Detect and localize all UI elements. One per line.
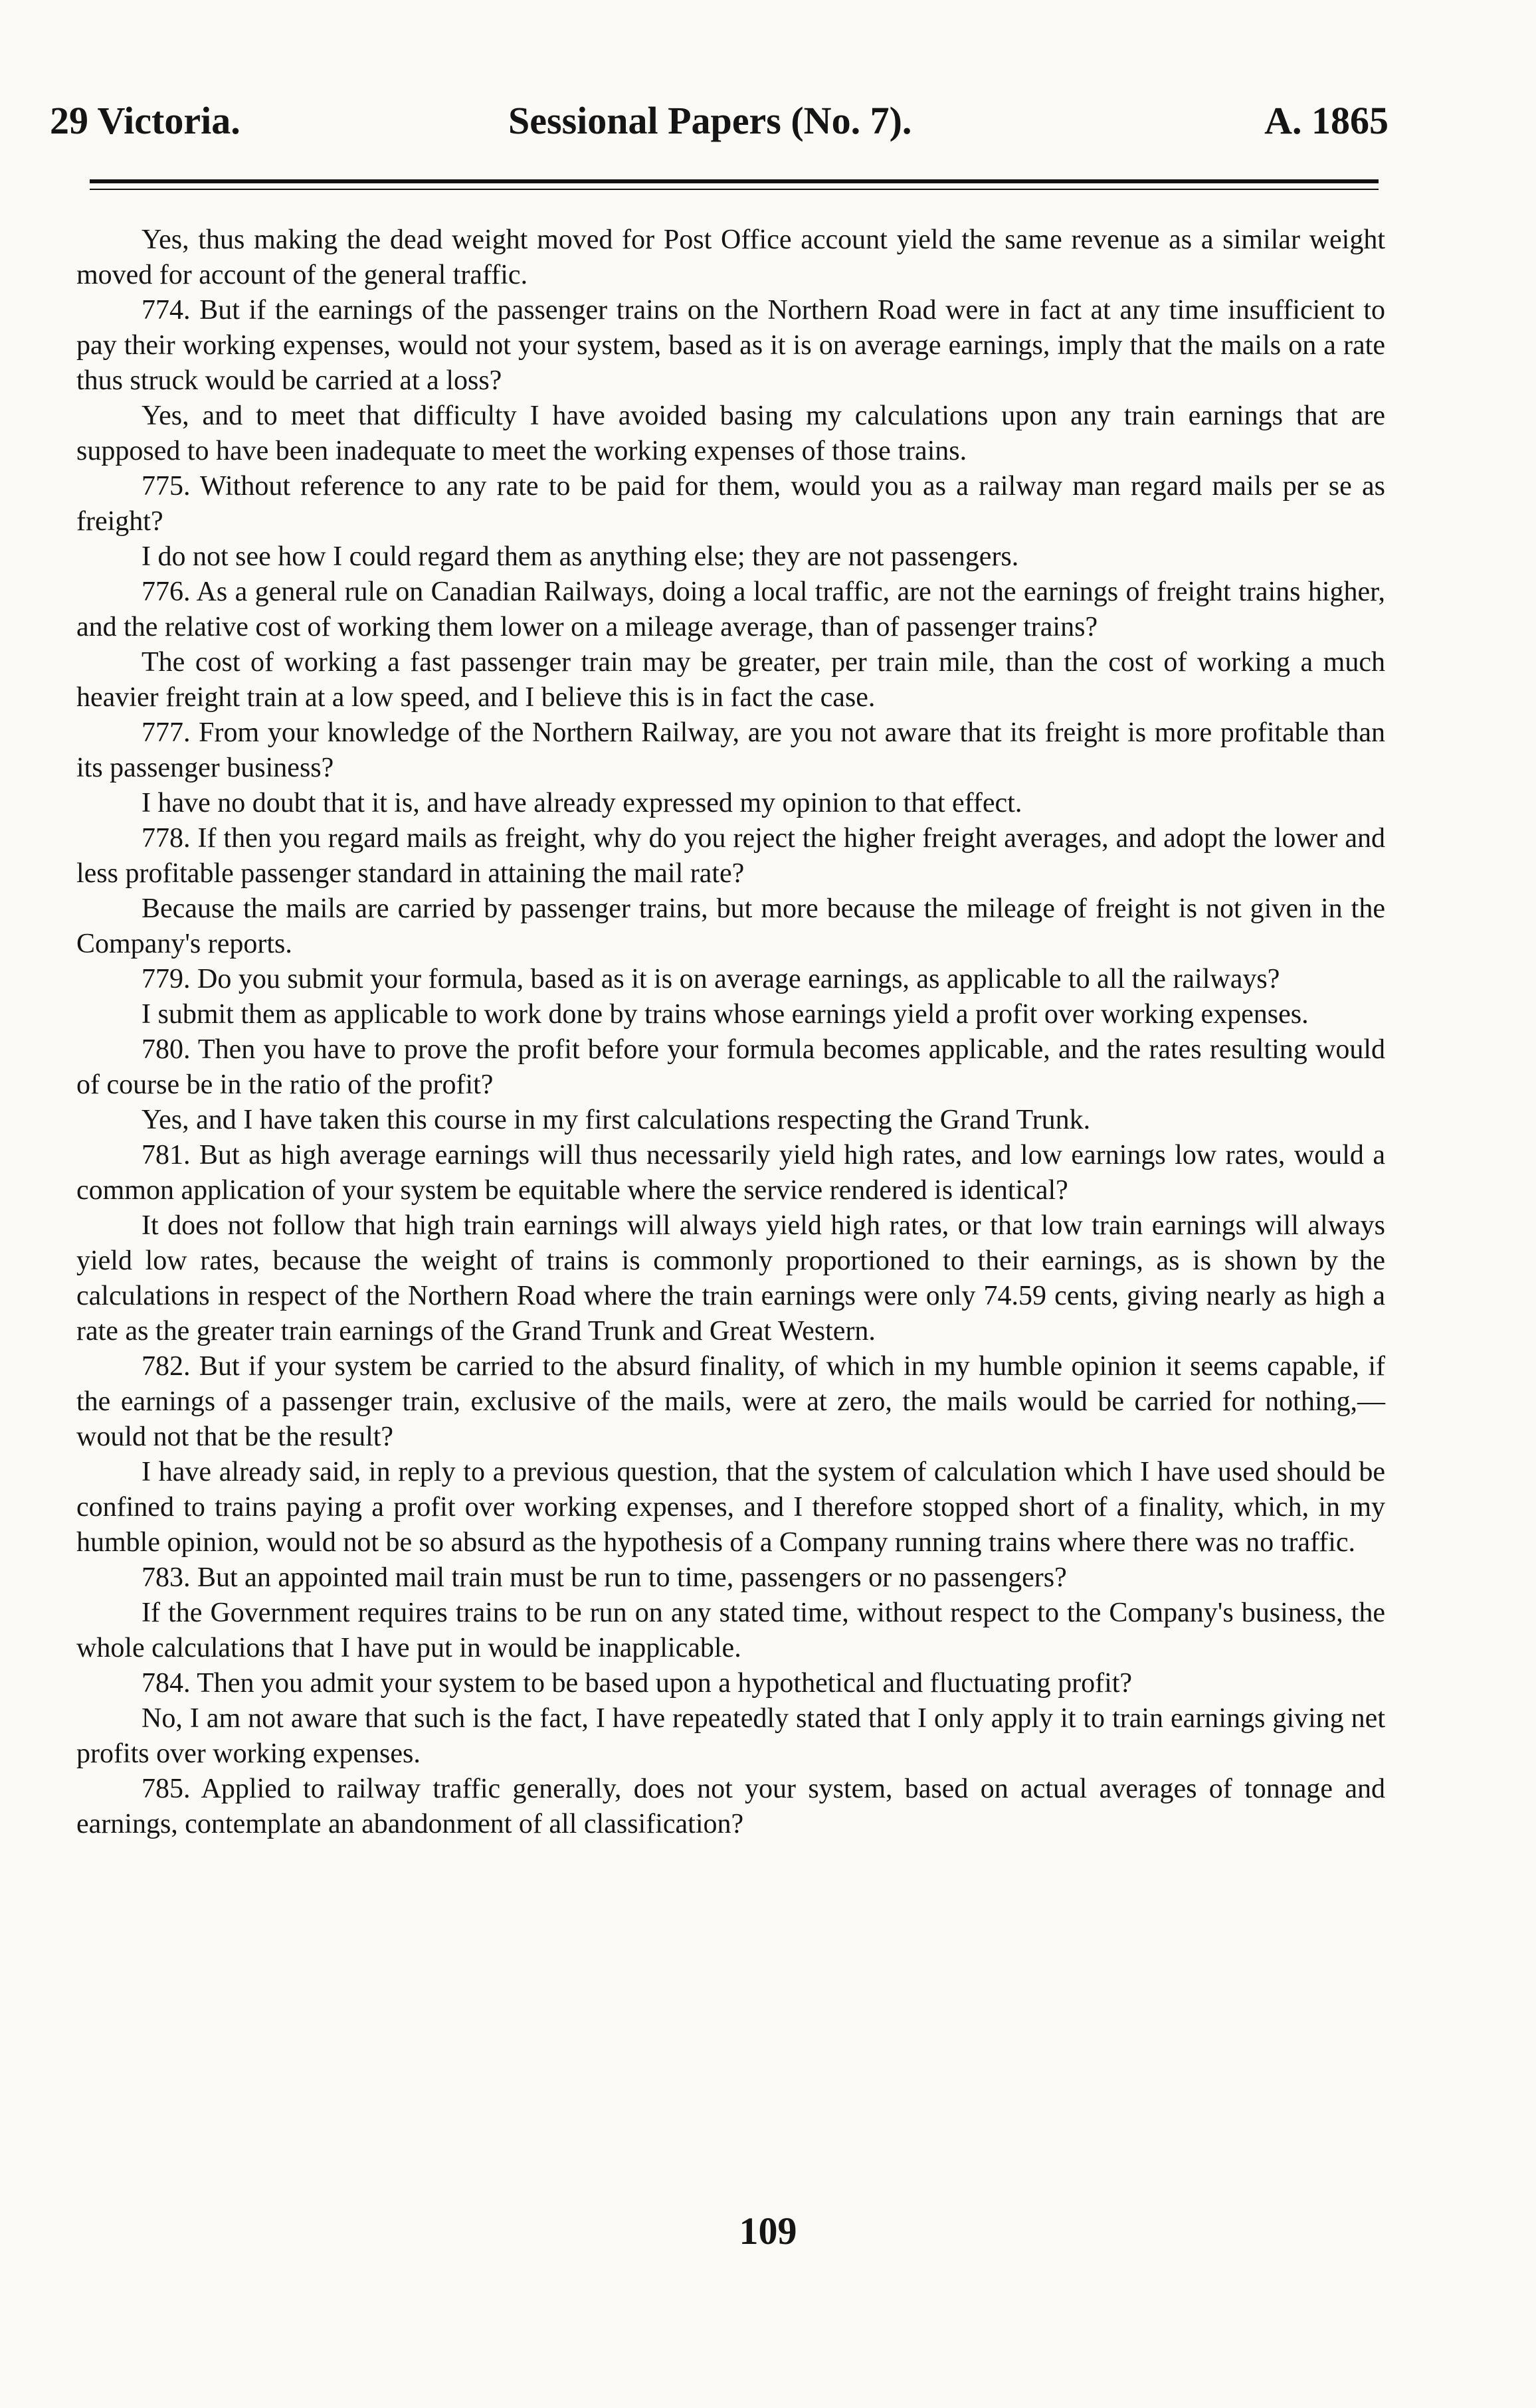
- paragraph: 776. As a general rule on Canadian Railways, doing a local traffic, are not the earnings of freight trains higher, and the relative cost of working them lower on a mileage average, than of passenger trains?: [76, 577, 1385, 642]
- paragraph: 774. But if the earnings of the passenger trains on the Northern Road were in fact at any time insufficient to pay their working expenses, would not your system, based as it is on average earnings, imply that the mails on a rate thus struck would be carried at a loss?: [76, 295, 1385, 396]
- paragraph: I do not see how I could regard them as anything else; they are not passengers.: [142, 541, 1019, 572]
- paragraph: 778. If then you regard mails as freight, why do you reject the higher freight averages, and adopt the lower and less profitable passenger standard in attaining the mail rate?: [76, 823, 1385, 889]
- header-rule-thin: [90, 189, 1379, 190]
- paragraph: 783. But an appointed mail train must be run to time, passengers or no passengers?: [142, 1562, 1067, 1593]
- paragraph: 781. But as high average earnings will thus necessarily yield high rates, and low earnings low rates, would a common application of your system be equitable where the service rendered is identical?: [76, 1140, 1385, 1206]
- header-title: Sessional Papers (No. 7).: [508, 99, 912, 142]
- paragraph: I have no doubt that it is, and have already expressed my opinion to that effect.: [142, 788, 1022, 818]
- page-number: 109: [739, 2209, 797, 2253]
- paragraph: Yes, and I have taken this course in my first calculations respecting the Grand Trunk.: [142, 1105, 1091, 1135]
- paragraph: 780. Then you have to prove the profit before your formula becomes applicable, and the rates resulting would of course be in the ratio of the profit?: [76, 1034, 1385, 1100]
- header-rule-thick: [90, 179, 1379, 183]
- paragraph: No, I am not aware that such is the fact, I have repeatedly stated that I only apply it to train earnings giving net profits over working expenses.: [76, 1703, 1385, 1769]
- paragraph: Yes, and to meet that difficulty I have avoided basing my calculations upon any train earnings that are supposed to have been inadequate to meet the working expenses of those trains.: [76, 401, 1385, 466]
- running-header: [50, 98, 1389, 151]
- paragraph: 777. From your knowledge of the Northern Railway, are you not aware that its freight is more profitable than its passenger business?: [76, 717, 1385, 783]
- paragraph: Yes, thus making the dead weight moved for Post Office account yield the same revenue as a similar weight moved for account of the general traffic.: [76, 225, 1385, 290]
- paragraph: 779. Do you submit your formula, based as it is on average earnings, as applicable to all the railways?: [142, 964, 1280, 994]
- header-volume: 29 Victoria.: [50, 99, 240, 142]
- paragraph: Because the mails are carried by passenger trains, but more because the mileage of freight is not given in the Company's reports.: [76, 893, 1385, 959]
- paragraph: 782. But if your system be carried to the absurd finality, of which in my humble opinion it seems capable, if the earnings of a passenger train, exclusive of the mails, were at zero, the mails would be carried for nothing,—would not that be the result?: [76, 1351, 1385, 1452]
- body-text: [76, 223, 1385, 1842]
- paragraph: 784. Then you admit your system to be based upon a hypothetical and fluctuating profit?: [142, 1668, 1133, 1699]
- paragraph: If the Government requires trains to be run on any stated time, without respect to the Company's business, the whole calculations that I have put in would be inapplicable.: [76, 1598, 1385, 1663]
- paragraph: 785. Applied to railway traffic generally, does not your system, based on actual averages of tonnage and earnings, contemplate an abandonment of all classification?: [76, 1774, 1385, 1839]
- paragraph: I have already said, in reply to a previous question, that the system of calculation which I have used should be confined to trains paying a profit over working expenses, and I therefore stopped short of a finality, which, in my humble opinion, would not be so absurd as the hypothesis of a Company running trains where there was no traffic.: [76, 1457, 1385, 1558]
- paragraph: 775. Without reference to any rate to be paid for them, would you as a railway man regard mails per se as freight?: [76, 471, 1385, 537]
- paragraph: It does not follow that high train earnings will always yield high rates, or that low train earnings will always yield low rates, because the weight of trains is commonly proportioned to their earnings, as is shown by the calculations in respect of the Northern Road where the train earnings were only 74.59 cents, giving nearly as high a rate as the greater train earnings of the Grand Trunk and Great Western.: [76, 1210, 1385, 1346]
- header-year: A. 1865: [1264, 99, 1389, 142]
- paragraph: The cost of working a fast passenger train may be greater, per train mile, than the cost of working a much heavier freight train at a low speed, and I believe this is in fact the case.: [76, 647, 1385, 713]
- paragraph: I submit them as applicable to work done by trains whose earnings yield a profit over working expenses.: [142, 999, 1309, 1030]
